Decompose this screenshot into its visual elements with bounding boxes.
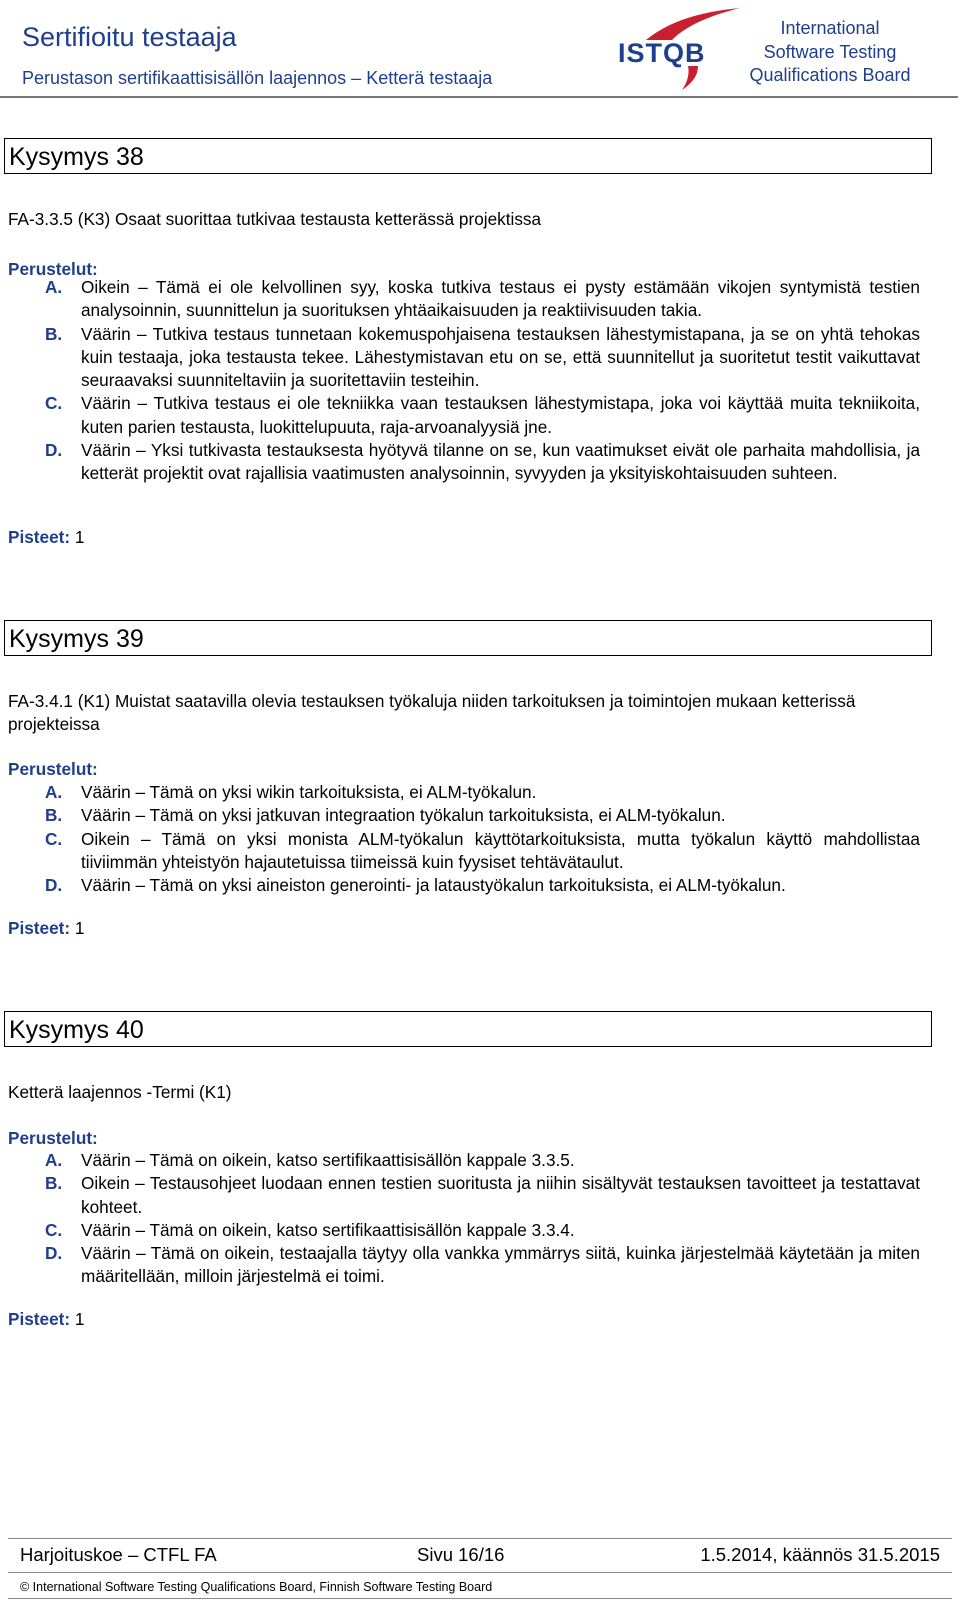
points-value: 1 <box>74 527 85 547</box>
answer-option <box>8 1242 920 1289</box>
page-footer <box>20 1541 940 1569</box>
answer-option <box>8 828 920 875</box>
answer-letter: B. <box>45 805 63 826</box>
answer-option <box>8 323 920 393</box>
question-objective-38: FA-3.3.5 (K3) Osaat suorittaa tutkivaa testausta ketterässä projektissa <box>8 209 542 229</box>
points-label: Pisteet: <box>8 918 71 938</box>
answer-text: Väärin – Tämä on oikein, katso sertifikaattisisällön kappale 3.3.4. <box>81 1219 575 1240</box>
answer-letter: C. <box>45 828 63 849</box>
logo-tail <box>682 66 698 90</box>
answer-letter: D. <box>45 440 63 461</box>
answer-letter: C. <box>45 393 63 414</box>
footer-copyright: © International Software Testing Qualifications Board, Finnish Software Testing Board <box>20 1580 493 1594</box>
page-header <box>0 0 960 98</box>
points-label: Pisteet: <box>8 527 71 547</box>
answer-option <box>8 1219 920 1242</box>
answer-list-38 <box>8 276 920 486</box>
answer-text: Väärin – Tutkiva testaus tunnetaan kokemuspohjaisena testauksen lähestymistapana, ja se on yhtä tehokas kuin testaaja, joka testausta tekee. Lähestymistavan etu on se, että suunnitellut ja suoritetut testit vaikuttavat seuraavaksi suunniteltaviin ja suoritettaviin testeihin. <box>81 323 920 391</box>
points-38 <box>8 526 84 549</box>
question-title-38: Kysymys 38 <box>4 138 932 174</box>
header-divider <box>0 96 958 98</box>
question-title-39: Kysymys 39 <box>4 620 932 656</box>
points-39 <box>8 917 84 940</box>
footer-divider-top <box>8 1538 952 1539</box>
answer-option <box>8 276 920 323</box>
logo-swoosh <box>646 8 740 40</box>
answer-letter: D. <box>45 1243 63 1264</box>
answer-option <box>8 392 920 439</box>
rationale-label-38: Perustelut: <box>8 259 98 279</box>
footer-page-number: Sivu 16/16 <box>417 1544 505 1565</box>
footer-date: 1.5.2014, käännös 31.5.2015 <box>700 1544 940 1565</box>
question-objective-40: Ketterä laajennos -Termi (K1) <box>8 1082 232 1102</box>
answer-option <box>8 439 920 486</box>
header-subtitle: Perustason sertifikaattisisällön laajennos – Ketterä testaaja <box>22 68 493 88</box>
answer-letter: B. <box>45 323 63 344</box>
answer-letter: A. <box>45 1150 63 1170</box>
org-line-2: Software Testing <box>763 41 897 62</box>
org-line-1: International <box>780 18 880 38</box>
answer-text: Väärin – Tämä on yksi jatkuvan integraation työkalun tarkoituksista, ei ALM-työkalun. <box>81 805 726 826</box>
answer-text: Väärin – Yksi tutkivasta testauksesta hyötyvä tilanne on se, kun vaatimukset eivät ole parhaita mahdollisia, ja ketterät projektit ovat rajallisia vaatimusten analysoinnin, syvyyden ja yksityiskohtaisuuden suhteen. <box>81 440 920 484</box>
points-40 <box>8 1308 84 1331</box>
answer-option <box>8 804 920 827</box>
answer-option <box>8 874 920 897</box>
logo-text: ISTQB <box>618 38 706 68</box>
answer-text: Oikein – Tämä ei ole kelvollinen syy, koska tutkiva testaus ei pysty estämään vikojen syntymistä testien analysoinnin, suunnittelun ja suorituksen yhtäaikaisuuden ja reaktiivisuuden takia. <box>81 277 920 321</box>
answer-letter: A. <box>45 782 63 802</box>
answer-text: Väärin – Tämä on yksi wikin tarkoituksista, ei ALM-työkalun. <box>81 782 537 802</box>
answer-text: Väärin – Tämä on yksi aineiston generointi- ja lataustyökalun tarkoituksista, ei ALM-työkalun. <box>81 875 786 896</box>
footer-divider-middle <box>8 1572 952 1573</box>
question-title-40: Kysymys 40 <box>4 1011 932 1047</box>
answer-text: Väärin – Tutkiva testaus ei ole tekniikka vaan testauksen lähestymistapa, joka voi käyttää muita tekniikoita, kuten parien testausta, luokittelupuuta, raja-arvoanalyysiä jne. <box>81 393 920 437</box>
istqb-logo-icon <box>618 4 758 92</box>
answer-option <box>8 1172 920 1219</box>
answer-letter: B. <box>45 1173 63 1194</box>
answer-letter: D. <box>45 875 63 896</box>
answer-text: Oikein – Tämä on yksi monista ALM-työkalun käyttötarkoituksista, mutta työkalun käyttö mahdollistaa tiiviimmän yhteistyön hajautetuissa tiimeissä kuin fyysiset tehtävätaulut. <box>81 828 920 872</box>
org-line-3: Qualifications Board <box>749 65 911 85</box>
answer-list-40 <box>8 1149 920 1289</box>
rationale-label-39: Perustelut: <box>8 759 98 779</box>
header-organization <box>740 17 920 88</box>
answer-letter: A. <box>45 277 63 297</box>
points-value: 1 <box>74 1309 85 1329</box>
header-title: Sertifioitu testaaja <box>22 22 237 52</box>
answer-letter: C. <box>45 1219 63 1240</box>
answer-option <box>8 781 920 804</box>
rationale-label-40: Perustelut: <box>8 1128 98 1148</box>
footer-divider-bottom <box>8 1598 952 1599</box>
question-objective-39: FA-3.4.1 (K1) Muistat saatavilla olevia testauksen työkaluja niiden tarkoituksen ja toimintojen mukaan ketterissä projekteissa <box>8 691 856 734</box>
points-value: 1 <box>74 918 85 938</box>
answer-text: Väärin – Tämä on oikein, testaajalla täytyy olla vankka ymmärrys siitä, kuinka järjestelmää käytetään ja miten määritellään, milloin järjestelmä ei toimi. <box>81 1243 920 1287</box>
answer-option <box>8 1149 920 1172</box>
points-label: Pisteet: <box>8 1309 71 1329</box>
answer-list-39 <box>8 781 920 897</box>
answer-text: Väärin – Tämä on oikein, katso sertifikaattisisällön kappale 3.3.5. <box>81 1150 575 1170</box>
footer-document: Harjoituskoe – CTFL FA <box>20 1544 217 1565</box>
answer-text: Oikein – Testausohjeet luodaan ennen testien suoritusta ja niihin sisältyvät testauksen tavoitteet ja testattavat kohteet. <box>81 1173 920 1217</box>
